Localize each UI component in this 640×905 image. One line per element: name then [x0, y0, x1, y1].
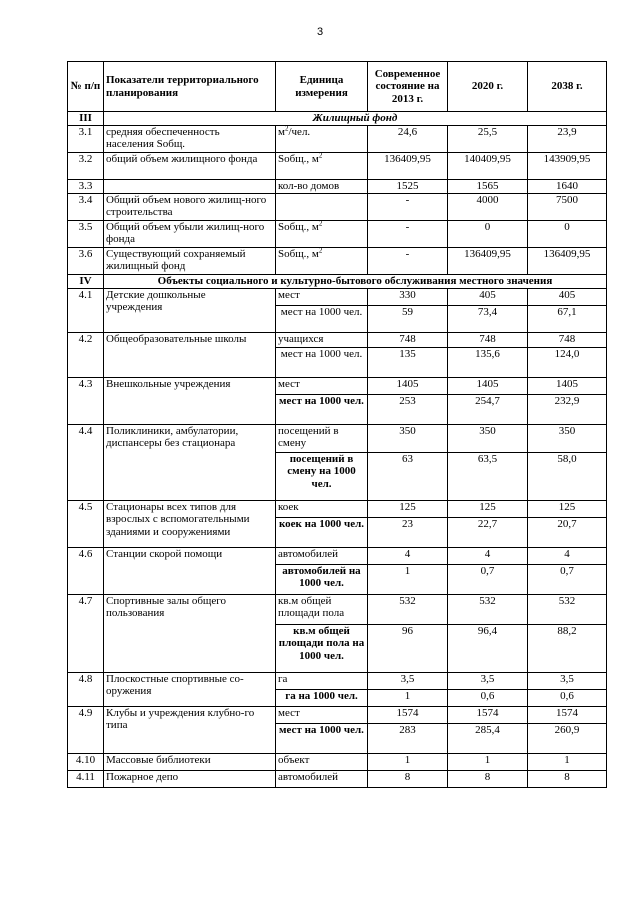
value-current: 1405 — [368, 377, 448, 394]
value-2038: 125 — [528, 500, 607, 517]
row-indicator — [104, 288, 276, 332]
indicator-line: средняя обеспеченность — [106, 125, 220, 138]
section-row-housing — [68, 112, 607, 126]
table-row — [68, 193, 607, 220]
value-2038: 4 — [528, 547, 607, 564]
row-unit: $м^2$/чел. — [276, 125, 368, 152]
table-row — [68, 152, 607, 179]
row-unit-per-1000: мест на 1000 чел. — [276, 305, 368, 332]
table-row — [68, 770, 607, 787]
value-current: 1 — [368, 689, 448, 706]
value-current: 1525 — [368, 179, 448, 193]
table-row — [68, 288, 607, 305]
header-current: Современное состояние на 2013 г. — [368, 62, 448, 112]
value-2038: 532 — [528, 594, 607, 624]
value-current: 59 — [368, 305, 448, 332]
table-row — [68, 125, 607, 152]
planning-indicators-table — [67, 61, 607, 788]
table-row — [68, 547, 607, 564]
row-indicator: Клубы и учреждения клубно-го типа — [104, 706, 276, 753]
row-unit-per-1000: коек на 1000 чел. — [276, 517, 368, 547]
value-current: 253 — [368, 394, 448, 424]
row-unit: Sобщ., $м^2$ — [276, 152, 368, 179]
value-current: 532 — [368, 594, 448, 624]
section-row-social — [68, 274, 607, 288]
value-current: 23 — [368, 517, 448, 547]
value-2020: 135,6 — [448, 347, 528, 377]
row-unit — [276, 193, 368, 220]
row-unit: Sобщ., $м^2$ — [276, 220, 368, 247]
section-title: Жилищный фонд — [104, 112, 607, 126]
value-2038: 7500 — [528, 193, 607, 220]
row-number: 4.10 — [68, 753, 104, 770]
section-number: III — [68, 112, 104, 126]
row-unit: посещений в смену — [276, 424, 368, 452]
value-2038: 0 — [528, 220, 607, 247]
page-number: 3 — [316, 26, 324, 38]
row-indicator — [104, 125, 276, 152]
row-indicator: Внешкольные учреждения — [104, 377, 276, 424]
value-current: 4 — [368, 547, 448, 564]
value-2020: 125 — [448, 500, 528, 517]
table-row — [68, 377, 607, 394]
value-current: 63 — [368, 452, 448, 500]
value-2038: 3,5 — [528, 672, 607, 689]
row-number: 4.8 — [68, 672, 104, 706]
value-current: 3,5 — [368, 672, 448, 689]
row-number: 4.1 — [68, 288, 104, 332]
row-unit-per-1000: га на 1000 чел. — [276, 689, 368, 706]
value-2038: 350 — [528, 424, 607, 452]
value-2038: 124,0 — [528, 347, 607, 377]
table-row — [68, 424, 607, 452]
row-indicator: Пожарное депо — [104, 770, 276, 787]
value-2038: 260,9 — [528, 723, 607, 753]
row-indicator: Поликлиники, амбулатории, диспансеры без стационара — [104, 424, 276, 500]
header-2020: 2020 г. — [448, 62, 528, 112]
value-current: 8 — [368, 770, 448, 787]
row-number: 3.3 — [68, 179, 104, 193]
row-unit: автомобилей — [276, 770, 368, 787]
row-unit-per-1000: мест на 1000 чел. — [276, 347, 368, 377]
value-current: - — [368, 193, 448, 220]
value-2038: 1574 — [528, 706, 607, 723]
row-number: 3.5 — [68, 220, 104, 247]
indicator-line: Детские дошкольные — [106, 288, 206, 301]
row-indicator: Стационары всех типов для взрослых с вспомогательными зданиями и сооружениями — [104, 500, 276, 547]
value-2020: 140409,95 — [448, 152, 528, 179]
table-header-row — [68, 62, 607, 112]
value-2038: 136409,95 — [528, 247, 607, 274]
table-row — [68, 179, 607, 193]
value-2020: 4 — [448, 547, 528, 564]
row-number: 3.4 — [68, 193, 104, 220]
value-2020: 25,5 — [448, 125, 528, 152]
value-2038: 232,9 — [528, 394, 607, 424]
value-2038: 1405 — [528, 377, 607, 394]
section-number: IV — [68, 274, 104, 288]
table-row — [68, 500, 607, 517]
value-current: 135 — [368, 347, 448, 377]
value-2038: 58,0 — [528, 452, 607, 500]
value-2038: 23,9 — [528, 125, 607, 152]
value-2038: 0,6 — [528, 689, 607, 706]
table-row — [68, 247, 607, 274]
indicator-line: учреждения — [106, 301, 163, 313]
row-unit: Sобщ., $м^2$ — [276, 247, 368, 274]
value-2038: 748 — [528, 332, 607, 347]
row-number: 3.1 — [68, 125, 104, 152]
table-row — [68, 220, 607, 247]
value-2020: 1 — [448, 753, 528, 770]
row-number: 4.5 — [68, 500, 104, 547]
table-row — [68, 672, 607, 689]
value-2020: 8 — [448, 770, 528, 787]
value-2020: 285,4 — [448, 723, 528, 753]
value-2020: 532 — [448, 594, 528, 624]
row-unit-per-1000: посещений в смену на 1000 чел. — [276, 452, 368, 500]
row-unit: учащихся — [276, 332, 368, 347]
row-unit: мест — [276, 706, 368, 723]
value-2038: 143909,95 — [528, 152, 607, 179]
row-number: 4.4 — [68, 424, 104, 500]
value-current: 1 — [368, 753, 448, 770]
value-2020: 73,4 — [448, 305, 528, 332]
row-indicator: Общий объем нового жилищ-ного строительства — [104, 193, 276, 220]
value-current: 350 — [368, 424, 448, 452]
row-number: 4.9 — [68, 706, 104, 753]
row-unit-per-1000: мест на 1000 чел. — [276, 394, 368, 424]
value-2038: 8 — [528, 770, 607, 787]
value-current: 283 — [368, 723, 448, 753]
row-unit: мест — [276, 377, 368, 394]
value-2020: 1574 — [448, 706, 528, 723]
value-current: - — [368, 247, 448, 274]
section-title: Объекты социального и культурно-бытового обслуживания местного значения — [104, 274, 607, 288]
row-number: 4.6 — [68, 547, 104, 594]
value-2038: 0,7 — [528, 564, 607, 594]
row-number: 3.2 — [68, 152, 104, 179]
row-indicator: Существующий сохраняемый жилищный фонд — [104, 247, 276, 274]
value-2020: 254,7 — [448, 394, 528, 424]
table-row — [68, 753, 607, 770]
row-unit: га — [276, 672, 368, 689]
value-current: 748 — [368, 332, 448, 347]
row-number: 4.7 — [68, 594, 104, 672]
table-row — [68, 332, 607, 347]
row-unit: объект — [276, 753, 368, 770]
row-number: 4.11 — [68, 770, 104, 787]
header-2038: 2038 г. — [528, 62, 607, 112]
row-indicator: общий объем жилищного фонда — [104, 152, 276, 179]
row-indicator: Станции скорой помощи — [104, 547, 276, 594]
row-unit: автомобилей — [276, 547, 368, 564]
row-unit: кв.м общей площади пола — [276, 594, 368, 624]
row-indicator: Спортивные залы общего пользования — [104, 594, 276, 672]
value-2038: 1 — [528, 753, 607, 770]
row-indicator — [104, 179, 276, 193]
value-current: 125 — [368, 500, 448, 517]
value-2020: 63,5 — [448, 452, 528, 500]
value-current: 1574 — [368, 706, 448, 723]
value-current: - — [368, 220, 448, 247]
value-current: 96 — [368, 624, 448, 672]
value-2020: 3,5 — [448, 672, 528, 689]
value-2020: 748 — [448, 332, 528, 347]
value-2020: 0,7 — [448, 564, 528, 594]
value-current: 330 — [368, 288, 448, 305]
value-2020: 350 — [448, 424, 528, 452]
row-unit-per-1000: кв.м общей площади пола на 1000 чел. — [276, 624, 368, 672]
row-unit-per-1000: мест на 1000 чел. — [276, 723, 368, 753]
row-indicator: Плоскостные спортивные со-оружения — [104, 672, 276, 706]
value-2020: 1565 — [448, 179, 528, 193]
header-unit: Единица измерения — [276, 62, 368, 112]
table-row — [68, 594, 607, 624]
value-2020: 96,4 — [448, 624, 528, 672]
row-indicator: Общий объем убыли жилищ-ного фонда — [104, 220, 276, 247]
row-unit: мест — [276, 288, 368, 305]
value-2020: 405 — [448, 288, 528, 305]
row-indicator: Общеобразовательные школы — [104, 332, 276, 377]
row-number: 3.6 — [68, 247, 104, 274]
header-indicator: Показатели территориального планирования — [104, 62, 276, 112]
value-2020: 22,7 — [448, 517, 528, 547]
value-2038: 1640 — [528, 179, 607, 193]
value-2038: 20,7 — [528, 517, 607, 547]
value-2020: 1405 — [448, 377, 528, 394]
value-2038: 405 — [528, 288, 607, 305]
table-row — [68, 706, 607, 723]
row-number: 4.2 — [68, 332, 104, 377]
value-2038: 88,2 — [528, 624, 607, 672]
value-2020: 0,6 — [448, 689, 528, 706]
value-2020: 4000 — [448, 193, 528, 220]
row-number: 4.3 — [68, 377, 104, 424]
value-2020: 136409,95 — [448, 247, 528, 274]
indicator-line: населения Sобщ. — [106, 138, 186, 150]
value-2038: 67,1 — [528, 305, 607, 332]
value-current: 136409,95 — [368, 152, 448, 179]
header-no: № п/п — [68, 62, 104, 112]
row-unit: кол-во домов — [276, 179, 368, 193]
row-unit-per-1000: автомобилей на 1000 чел. — [276, 564, 368, 594]
row-indicator: Массовые библиотеки — [104, 753, 276, 770]
value-current: 24,6 — [368, 125, 448, 152]
value-2020: 0 — [448, 220, 528, 247]
value-current: 1 — [368, 564, 448, 594]
row-unit: коек — [276, 500, 368, 517]
